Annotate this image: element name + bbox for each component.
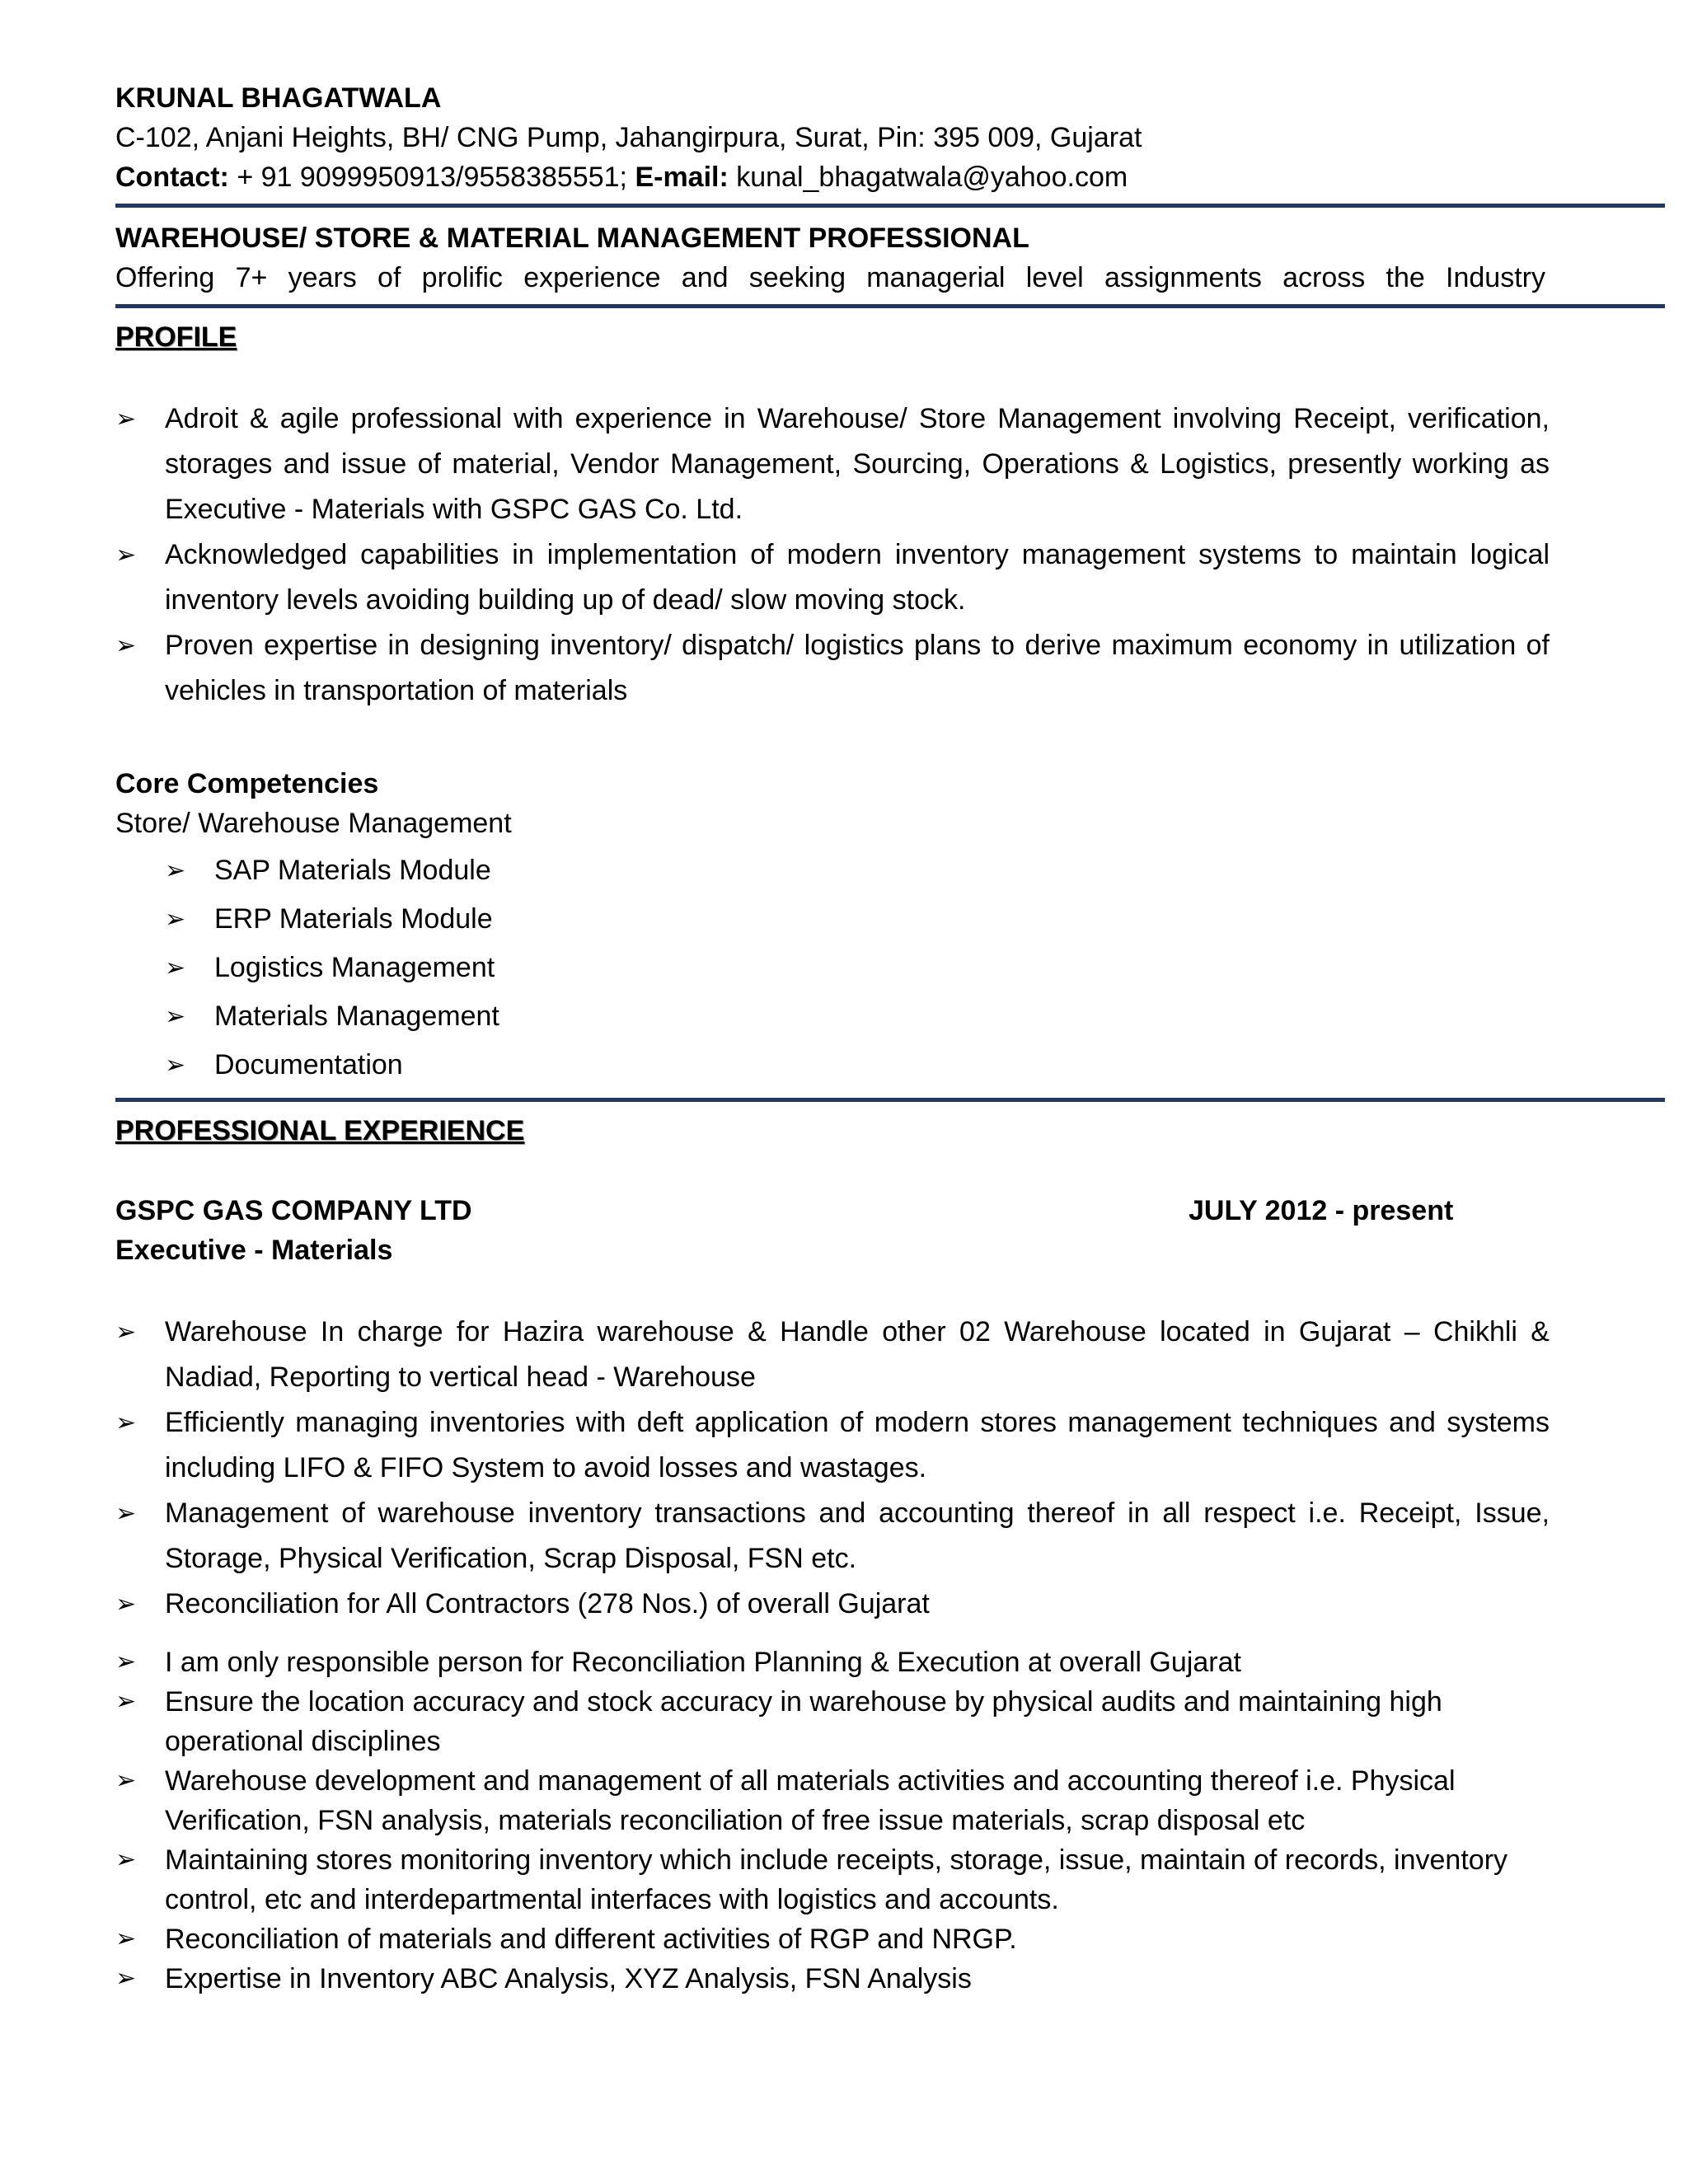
company-name: GSPC GAS COMPANY LTD — [115, 1195, 472, 1226]
divider-rule — [115, 204, 1665, 208]
contact-phone: + 91 9099950913/9558385551; — [228, 162, 635, 193]
list-item: ➢ Ensure the location accuracy and stock accuracy in warehouse by physical audits and maintaining high operational disciplines — [115, 1682, 1550, 1761]
list-item: ➢ Proven expertise in designing inventory/ dispatch/ logistics plans to derive maximum economy in utilization of vehicles in transportation of materials — [115, 623, 1550, 714]
list-item: ➢ Documentation — [165, 1041, 499, 1090]
list-item: ➢ Warehouse development and management of all materials activities and accounting thereof i.e. Physical Verification, FSN analysis, materials reconciliation of free issue materials, scrap disposal etc — [115, 1761, 1550, 1840]
profile-heading: PROFILE — [115, 321, 237, 353]
list-item: ➢ SAP Materials Module — [165, 846, 499, 895]
headline-summary: Offering 7+ years of prolific experience and seeking managerial level assignments across the Industry — [115, 262, 1545, 293]
headline-title: WAREHOUSE/ STORE & MATERIAL MANAGEMENT PROFESSIONAL — [115, 223, 1029, 254]
divider-rule — [115, 304, 1665, 308]
list-item: ➢ Maintaining stores monitoring inventory which include receipts, storage, issue, maintain of records, inventory control, etc and interdepartmental interfaces with logistics and accounts. — [115, 1840, 1550, 1919]
arrow-bullet-icon: ➢ — [115, 1499, 137, 1528]
job-title: Executive - Materials — [115, 1235, 393, 1266]
address: C-102, Anjani Heights, BH/ CNG Pump, Jahangirpura, Surat, Pin: 395 009, Gujarat — [115, 122, 1142, 153]
arrow-bullet-icon: ➢ — [165, 954, 186, 982]
arrow-bullet-icon: ➢ — [115, 1924, 137, 1953]
divider-rule — [115, 1098, 1665, 1102]
arrow-bullet-icon: ➢ — [165, 905, 186, 934]
list-item: ➢ Reconciliation for All Contractors (278 Nos.) of overall Gujarat — [115, 1582, 1550, 1627]
employment-period: JULY 2012 - present — [1189, 1195, 1454, 1226]
email-label: E-mail: — [635, 162, 729, 193]
list-item: ➢ Warehouse In charge for Hazira warehouse & Handle other 02 Warehouse located in Gujarat – Chikhli & Nadiad, Reporting to vertical head - Warehouse — [115, 1310, 1550, 1400]
arrow-bullet-icon: ➢ — [165, 1002, 186, 1031]
list-item: ➢ Acknowledged capabilities in implementation of modern inventory management systems to maintain logical inventory levels avoiding building up of dead/ slow moving stock. — [115, 532, 1550, 623]
arrow-bullet-icon: ➢ — [115, 1964, 137, 1993]
experience-bullets-a — [115, 1310, 1550, 1627]
list-item: ➢ Adroit & agile professional with experience in Warehouse/ Store Management involving Receipt, verification, storages and issue of material, Vendor Management, Sourcing, Operations & Logistics, presently working as Executive - Materials with GSPC GAS Co. Ltd. — [115, 396, 1550, 532]
arrow-bullet-icon: ➢ — [115, 1845, 137, 1874]
experience-bullets-b — [115, 1643, 1550, 1999]
list-item: ➢ Management of warehouse inventory transactions and accounting thereof in all respect i.e. Receipt, Issue, Storage, Physical Verification, Scrap Disposal, FSN etc. — [115, 1491, 1550, 1582]
competencies-heading: Core Competencies — [115, 768, 379, 799]
contact-line — [115, 157, 1128, 197]
list-item: ➢ Materials Management — [165, 992, 499, 1041]
email-address[interactable]: kunal_bhagatwala@yahoo.com — [728, 162, 1128, 193]
arrow-bullet-icon: ➢ — [115, 1687, 137, 1716]
arrow-bullet-icon: ➢ — [115, 541, 137, 569]
arrow-bullet-icon: ➢ — [165, 1051, 186, 1080]
list-item: ➢ ERP Materials Module — [165, 895, 499, 944]
arrow-bullet-icon: ➢ — [115, 1647, 137, 1676]
profile-bullets — [115, 396, 1550, 714]
arrow-bullet-icon: ➢ — [165, 856, 186, 885]
arrow-bullet-icon: ➢ — [115, 1766, 137, 1795]
arrow-bullet-icon: ➢ — [115, 1590, 137, 1619]
competencies-subtitle: Store/ Warehouse Management — [115, 808, 512, 839]
arrow-bullet-icon: ➢ — [115, 405, 137, 434]
competencies-list — [165, 846, 499, 1090]
list-item: ➢ Logistics Management — [165, 944, 499, 992]
arrow-bullet-icon: ➢ — [115, 1318, 137, 1347]
list-item: ➢ Expertise in Inventory ABC Analysis, XYZ Analysis, FSN Analysis — [115, 1959, 1550, 1999]
arrow-bullet-icon: ➢ — [115, 1408, 137, 1437]
list-item: ➢ Efficiently managing inventories with deft application of modern stores management techniques and systems including LIFO & FIFO System to avoid losses and wastages. — [115, 1400, 1550, 1491]
experience-heading: PROFESSIONAL EXPERIENCE — [115, 1115, 525, 1146]
list-item: ➢ Reconciliation of materials and different activities of RGP and NRGP. — [115, 1919, 1550, 1959]
contact-label: Contact: — [115, 162, 229, 193]
candidate-name: KRUNAL BHAGATWALA — [115, 82, 442, 114]
list-item: ➢ I am only responsible person for Reconciliation Planning & Execution at overall Gujarat — [115, 1643, 1550, 1682]
arrow-bullet-icon: ➢ — [115, 631, 137, 660]
